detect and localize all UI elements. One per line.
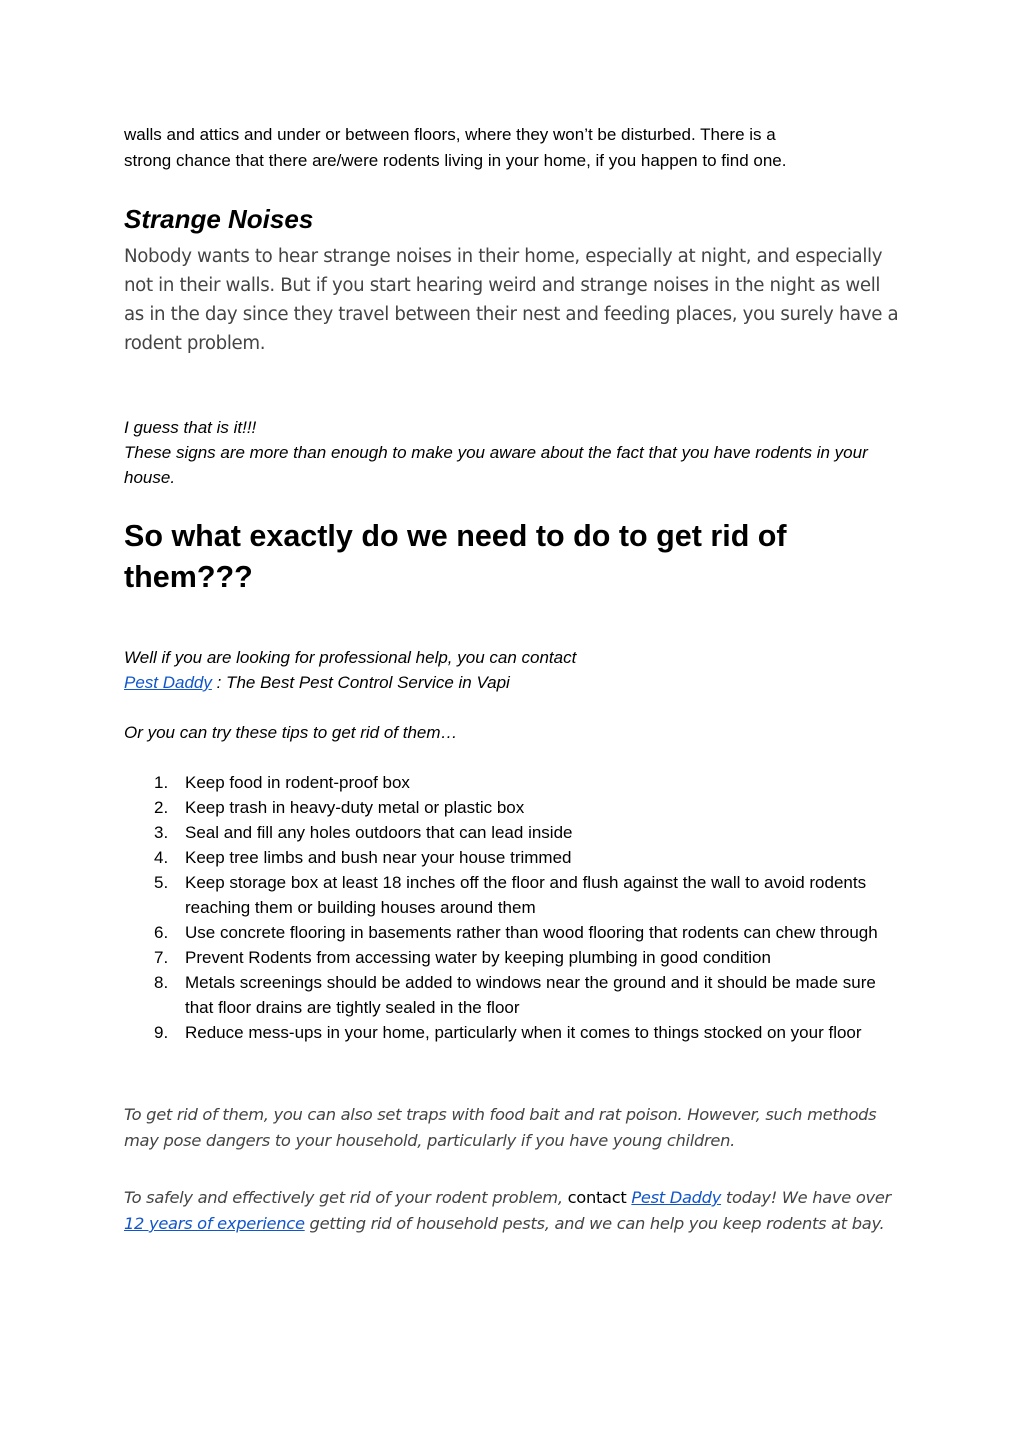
closing-contact-word: contact — [567, 1188, 627, 1207]
contact-line-1: Well if you are looking for professional help, you can contact — [124, 648, 577, 667]
list-item-number: 5. — [154, 873, 169, 892]
closing-part-1: To safely and effectively get rid of your rodent problem, — [124, 1188, 568, 1207]
main-heading-line-1: So what exactly do we need to do to get rid of — [124, 519, 787, 553]
guess-line-1: I guess that is it!!! — [124, 418, 257, 437]
list-item-number: 7. — [154, 948, 169, 967]
contact-line-2: : The Best Pest Control Service in Vapi — [211, 673, 510, 692]
intro-line-2: strong chance that there are/were rodents living in your home, if you happen to find one. — [124, 151, 787, 170]
intro-paragraph — [124, 122, 904, 174]
list-item — [124, 970, 904, 1020]
list-item — [124, 770, 904, 795]
tips-intro: Or you can try these tips to get rid of them… — [124, 723, 458, 742]
strange-noises-heading: Strange Noises — [124, 204, 314, 234]
list-item-number: 2. — [154, 798, 169, 817]
list-item-text: Keep storage box at least 18 inches off the floor and flush against the wall to avoid rodents reaching them or building houses around them — [185, 873, 867, 917]
list-item — [124, 845, 904, 870]
list-item-number: 4. — [154, 848, 169, 867]
list-item — [124, 820, 904, 845]
closing-part-2: today! We have over — [721, 1188, 891, 1207]
list-item-text: Keep tree limbs and bush near your house trimmed — [185, 848, 572, 867]
list-item-number: 8. — [154, 973, 169, 992]
list-item-number: 3. — [154, 823, 169, 842]
list-item-number: 9. — [154, 1023, 169, 1042]
list-item — [124, 870, 904, 920]
strange-noises-body: Nobody wants to hear strange noises in their home, especially at night, and especially not in their walls. But if you start hearing weird and strange noises in the night as well as in the day since they travel between their nest and feeding places, you surely have a rodent problem. — [124, 246, 899, 354]
list-item-text: Metals screenings should be added to windows near the ground and it should be made sure that floor drains are tightly sealed in the floor — [185, 973, 876, 1017]
pest-daddy-link-closing[interactable]: Pest Daddy — [631, 1188, 722, 1207]
list-item-text: Seal and fill any holes outdoors that can lead inside — [185, 823, 573, 842]
list-item — [124, 920, 904, 945]
document-page — [124, 122, 904, 1237]
guess-line-2: These signs are more than enough to make you aware about the fact that you have rodents in your house. — [124, 443, 868, 487]
contact-paragraph — [124, 645, 904, 695]
list-item — [124, 795, 904, 820]
list-item-text: Keep food in rodent-proof box — [185, 773, 410, 792]
list-item-text: Keep trash in heavy-duty metal or plastic box — [185, 798, 525, 817]
guess-paragraph — [124, 415, 904, 490]
tips-list — [124, 770, 904, 1045]
list-item-number: 6. — [154, 923, 169, 942]
list-item-text: Reduce mess-ups in your home, particularly when it comes to things stocked on your floor — [185, 1023, 862, 1042]
closing-paragraph — [124, 1185, 904, 1237]
main-heading — [124, 516, 904, 598]
experience-link[interactable]: 12 years of experience — [124, 1214, 305, 1233]
traps-paragraph: To get rid of them, you can also set traps with food bait and rat poison. However, such methods may pose dangers to your household, particularly if you have young children. — [124, 1105, 877, 1150]
pest-daddy-link[interactable]: Pest Daddy — [124, 673, 212, 692]
intro-line-1: walls and attics and under or between floors, where they won’t be disturbed. There is a — [124, 125, 776, 144]
list-item — [124, 1020, 904, 1045]
list-item-text: Use concrete flooring in basements rather than wood flooring that rodents can chew through — [185, 923, 878, 942]
list-item — [124, 945, 904, 970]
list-item-number: 1. — [154, 773, 169, 792]
closing-part-3: getting rid of household pests, and we can help you keep rodents at bay. — [304, 1214, 885, 1233]
main-heading-line-2: them??? — [124, 560, 253, 594]
list-item-text: Prevent Rodents from accessing water by keeping plumbing in good condition — [185, 948, 771, 967]
